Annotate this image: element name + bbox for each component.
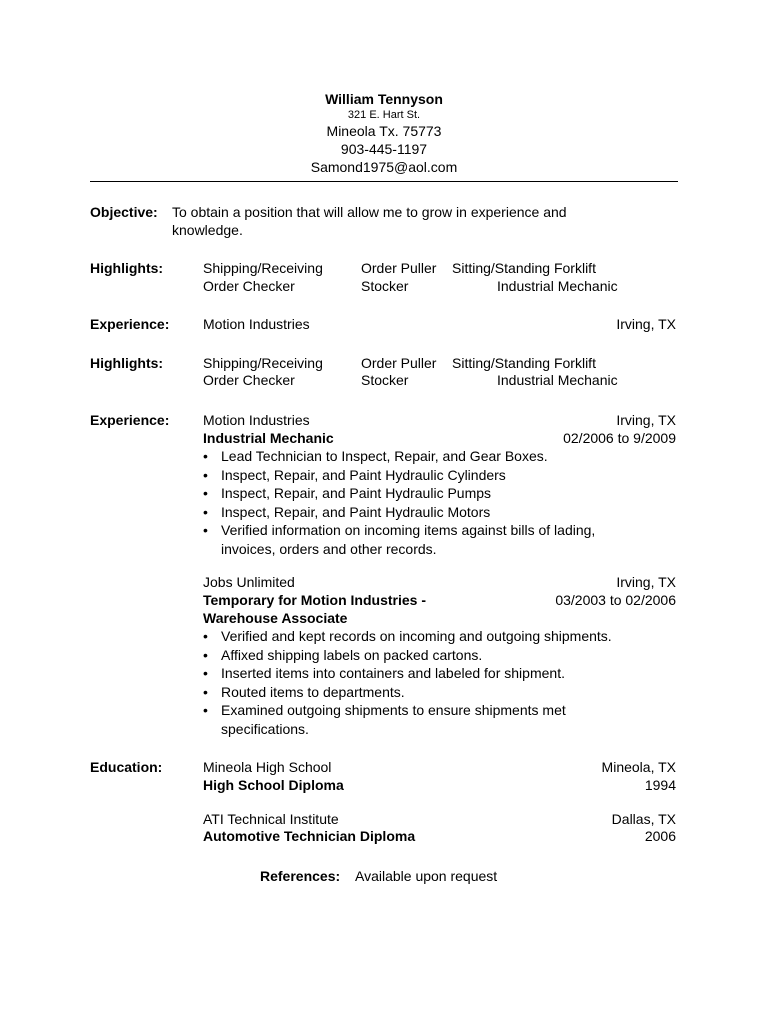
degree-name: High School Diploma — [203, 777, 344, 793]
highlight-item: Industrial Mechanic — [497, 372, 618, 388]
list-item: • Inspect, Repair, and Paint Hydraulic Motors — [203, 503, 678, 522]
highlight-item: Order Checker — [203, 372, 295, 388]
phone-number: 903-445-1197 — [340, 141, 428, 157]
school-name: ATI Technical Institute — [203, 811, 339, 827]
contact-header — [0, 91, 768, 176]
company-name: Jobs Unlimited — [203, 574, 295, 590]
experience-label: Experience: — [90, 316, 170, 332]
job-dates: 03/2003 to 02/2006 — [555, 592, 676, 608]
references-value: Available upon request — [355, 868, 498, 884]
list-item: • Routed items to departments. — [203, 683, 678, 702]
objective-text-line2: knowledge. — [172, 222, 243, 238]
highlights-label: Highlights: — [90, 355, 164, 371]
list-item: • Verified information on incoming items against bills of lading, invoices, orders and other records. — [203, 521, 633, 558]
graduation-year: 1994 — [644, 777, 676, 793]
highlight-item: Order Puller — [361, 355, 437, 371]
highlight-item: Industrial Mechanic — [497, 278, 618, 294]
job-title: Warehouse Associate — [203, 610, 348, 626]
job-duties-list — [203, 627, 678, 739]
references-label: References: — [260, 868, 341, 884]
job-duties-list — [203, 447, 678, 559]
company-location: Irving, TX — [616, 574, 676, 590]
list-item: • Inspect, Repair, and Paint Hydraulic Pumps — [203, 484, 678, 503]
list-item: • Lead Technician to Inspect, Repair, and Gear Boxes. — [203, 447, 678, 466]
list-item: • Inserted items into containers and labeled for shipment. — [203, 664, 678, 683]
highlight-item: Shipping/Receiving — [203, 355, 323, 371]
company-name: Motion Industries — [203, 316, 310, 332]
list-item: • Examined outgoing shipments to ensure shipments met specifications. — [203, 701, 611, 738]
highlights-label: Highlights: — [90, 260, 164, 276]
job-dates: 02/2006 to 9/2009 — [563, 430, 676, 446]
list-item: • Verified and kept records on incoming and outgoing shipments. — [203, 627, 678, 646]
highlight-item: Order Checker — [203, 278, 295, 294]
company-location: Irving, TX — [616, 316, 676, 332]
street-address: 321 E. Hart St. — [347, 109, 421, 121]
degree-name: Automotive Technician Diploma — [203, 828, 416, 844]
highlight-item: Stocker — [361, 372, 409, 388]
highlight-item: Shipping/Receiving — [203, 260, 323, 276]
list-item: • Affixed shipping labels on packed cartons. — [203, 646, 678, 665]
school-name: Mineola High School — [203, 759, 332, 775]
company-location: Irving, TX — [616, 412, 676, 428]
highlight-item: Stocker — [361, 278, 409, 294]
graduation-year: 2006 — [644, 828, 676, 844]
job-title: Industrial Mechanic — [203, 430, 334, 446]
job-title: Temporary for Motion Industries - — [203, 592, 426, 608]
objective-label: Objective: — [90, 204, 158, 220]
applicant-name: William Tennyson — [325, 91, 443, 107]
header-divider — [90, 181, 678, 182]
education-label: Education: — [90, 759, 163, 775]
list-item: • Inspect, Repair, and Paint Hydraulic Cylinders — [203, 466, 678, 485]
school-location: Mineola, TX — [601, 759, 676, 775]
school-location: Dallas, TX — [611, 811, 676, 827]
highlight-item: Sitting/Standing Forklift — [452, 355, 596, 371]
highlight-item: Sitting/Standing Forklift — [452, 260, 596, 276]
highlight-item: Order Puller — [361, 260, 437, 276]
objective-text-line1: To obtain a position that will allow me to grow in experience and — [172, 204, 567, 220]
experience-label: Experience: — [90, 412, 170, 428]
email-address: Samond1975@aol.com — [310, 159, 458, 175]
city-state-zip: Mineola Tx. 75773 — [326, 123, 442, 139]
company-name: Motion Industries — [203, 412, 310, 428]
